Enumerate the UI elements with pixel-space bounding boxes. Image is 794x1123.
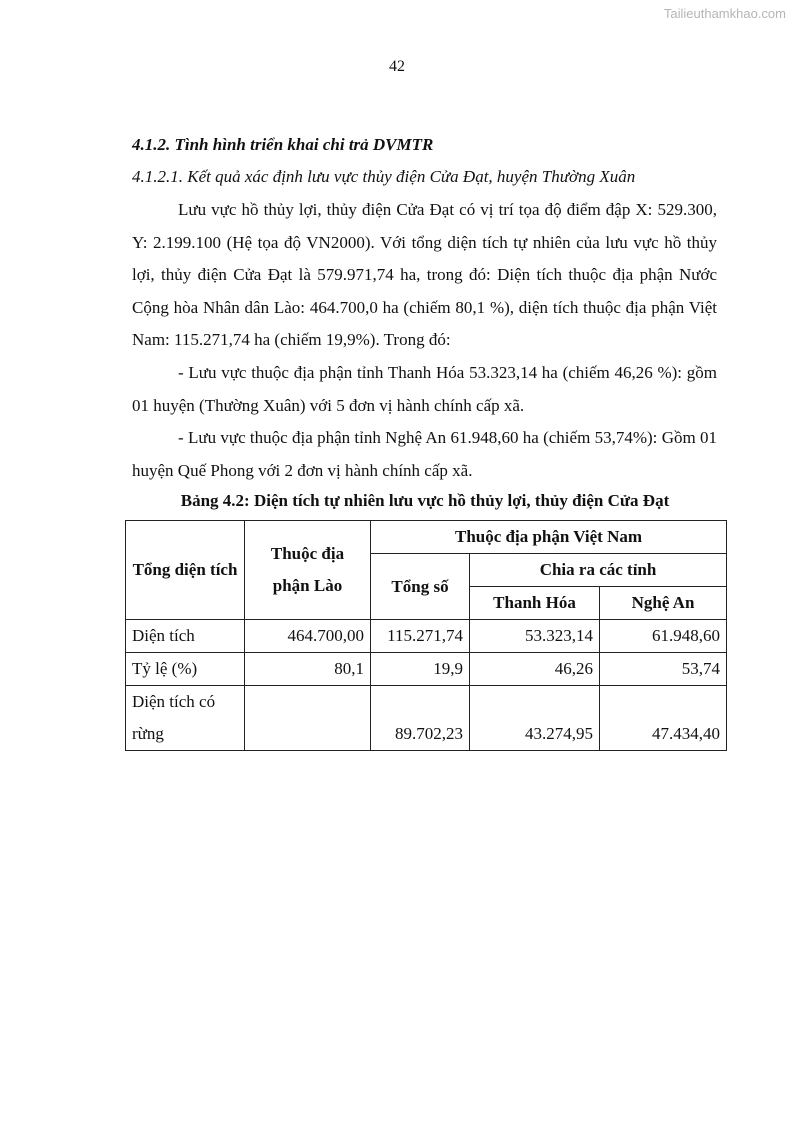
table-row (126, 620, 727, 653)
document-body (132, 134, 717, 487)
section-heading: 4.1.2. Tình hình triển khai chi trả DVMTR (132, 135, 434, 154)
cell-total: 19,9 (371, 653, 470, 686)
table-row (126, 653, 727, 686)
header-thanh-hoa: Thanh Hóa (470, 587, 600, 620)
cell-nghe-an: 61.948,60 (600, 620, 727, 653)
table-row (126, 686, 727, 751)
paragraph-thanh-hoa: - Lưu vực thuộc địa phận tỉnh Thanh Hóa 53.323,14 ha (chiếm 46,26 %): gồm 01 huyện (Thường Xuân) với 5 đơn vị hành chính cấp xã. (132, 362, 717, 415)
paragraph-intro: Lưu vực hồ thủy lợi, thủy điện Cửa Đạt có vị trí tọa độ điểm đập X: 529.300, Y: 2.199.100 (Hệ tọa độ VN2000). Với tổng diện tích tự nhiên của lưu vực hồ thủy lợi, thủy điện Cửa Đạt là 579.971,74 ha, trong đó: Diện tích thuộc địa phận Nước Cộng hòa Nhân dân Lào: 464.700,0 ha (chiếm 80,1 %), diện tích thuộc địa phận Việt Nam: 115.271,74 ha (chiếm 19,9%). Trong đó: (132, 200, 717, 350)
cell-total: 89.702,23 (371, 686, 470, 751)
header-nghe-an: Nghệ An (600, 587, 727, 620)
cell-thanh-hoa: 43.274,95 (470, 686, 600, 751)
cell-thanh-hoa: 53.323,14 (470, 620, 600, 653)
cell-laos: 464.700,00 (245, 620, 371, 653)
subsection-heading: 4.1.2.1. Kết quả xác định lưu vực thủy điện Cửa Đạt, huyện Thường Xuân (132, 167, 636, 186)
header-by-province: Chia ra các tỉnh (470, 554, 727, 587)
table-caption: Bảng 4.2: Diện tích tự nhiên lưu vực hồ thủy lợi, thủy điện Cửa Đạt (180, 491, 670, 510)
row-label: Diện tích có rừng (126, 686, 245, 751)
row-label: Tỷ lệ (%) (126, 653, 245, 686)
cell-nghe-an: 53,74 (600, 653, 727, 686)
header-laos: Thuộc địa phận Lào (245, 521, 371, 620)
header-vietnam: Thuộc địa phận Việt Nam (371, 521, 727, 554)
page-number: 42 (389, 58, 405, 75)
area-table (125, 520, 727, 751)
header-total-area: Tổng diện tích (126, 521, 245, 620)
cell-laos (245, 686, 371, 751)
cell-nghe-an: 47.434,40 (600, 686, 727, 751)
row-label: Diện tích (126, 620, 245, 653)
cell-laos: 80,1 (245, 653, 371, 686)
watermark: Tailieuthamkhao.com (663, 6, 786, 21)
cell-thanh-hoa: 46,26 (470, 653, 600, 686)
header-total: Tổng số (371, 554, 470, 620)
cell-total: 115.271,74 (371, 620, 470, 653)
paragraph-nghe-an: - Lưu vực thuộc địa phận tỉnh Nghệ An 61.948,60 ha (chiếm 53,74%): Gồm 01 huyện Quế Phong với 2 đơn vị hành chính cấp xã. (132, 428, 717, 480)
